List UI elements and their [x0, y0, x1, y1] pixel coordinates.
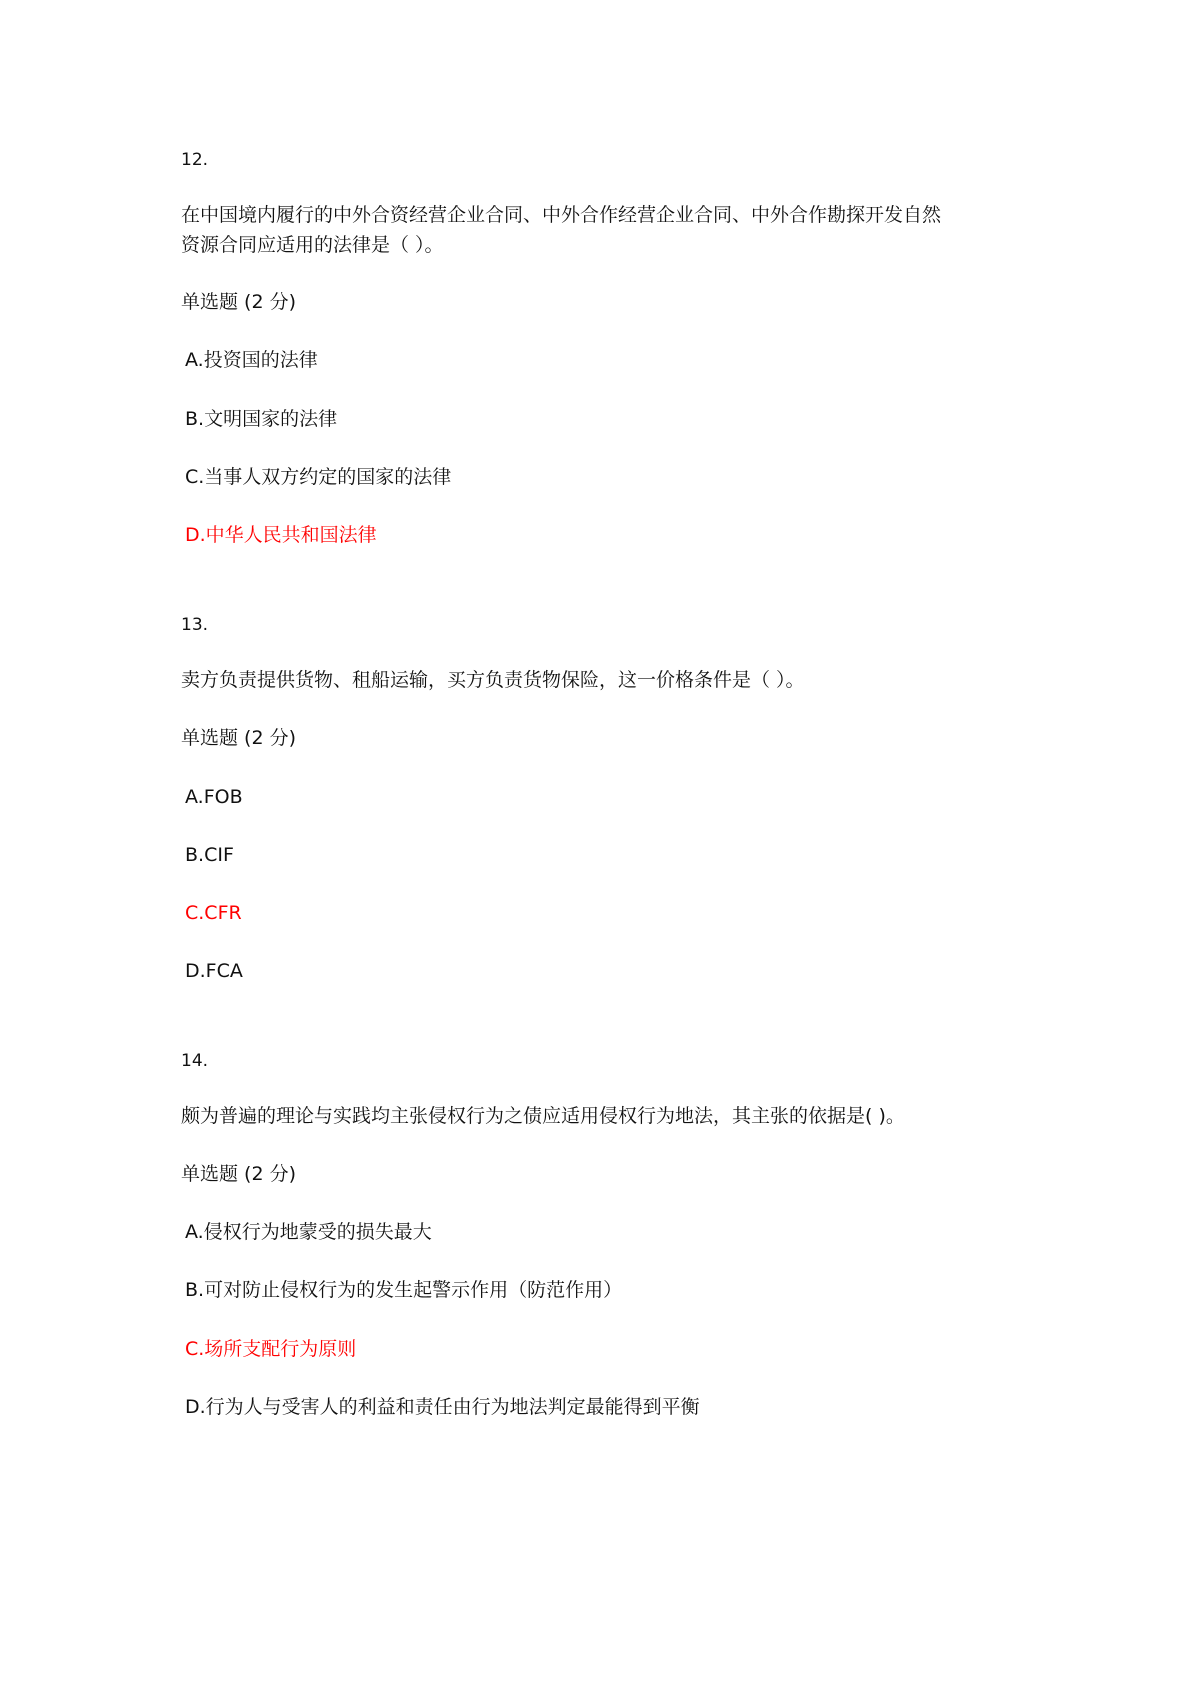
- question-13-number: 13.: [181, 615, 209, 635]
- question-12-number: 12.: [181, 150, 209, 170]
- question-12-text-line-1: 在中国境内履行的中外合资经营企业合同、中外合作经营企业合同、中外合作勘探开发自然: [181, 204, 942, 226]
- question-14-type: 单选题 (2 分): [181, 1163, 296, 1185]
- question-14-text: 颇为普遍的理论与实践均主张侵权行为之债应适用侵权行为地法，其主张的依据是( )。: [181, 1105, 905, 1127]
- question-12-type: 单选题 (2 分): [181, 291, 296, 313]
- question-13-option-c-correct: C.CFR: [185, 902, 242, 924]
- question-13-text: 卖方负责提供货物、租船运输，买方负责货物保险，这一价格条件是（ ）。: [181, 669, 805, 691]
- question-12-text-line-2: 资源合同应适用的法律是（ ）。: [181, 234, 444, 256]
- question-12-option-d-correct: D.中华人民共和国法律: [185, 524, 377, 546]
- question-14-option-a: A.侵权行为地蒙受的损失最大: [185, 1221, 432, 1243]
- question-12-option-b: B.文明国家的法律: [185, 408, 338, 430]
- question-13-option-d: D.FCA: [185, 960, 243, 982]
- question-13-type: 单选题 (2 分): [181, 727, 296, 749]
- question-13-option-a: A.FOB: [185, 786, 243, 808]
- question-14-number: 14.: [181, 1051, 209, 1071]
- question-14-option-b: B.可对防止侵权行为的发生起警示作用（防范作用）: [185, 1279, 623, 1301]
- question-13-option-b: B.CIF: [185, 844, 234, 866]
- question-14-option-d: D.行为人与受害人的利益和责任由行为地法判定最能得到平衡: [185, 1396, 700, 1418]
- question-14-option-c-correct: C.场所支配行为原则: [185, 1338, 357, 1360]
- question-12-option-a: A.投资国的法律: [185, 349, 318, 371]
- question-12-option-c: C.当事人双方约定的国家的法律: [185, 466, 452, 488]
